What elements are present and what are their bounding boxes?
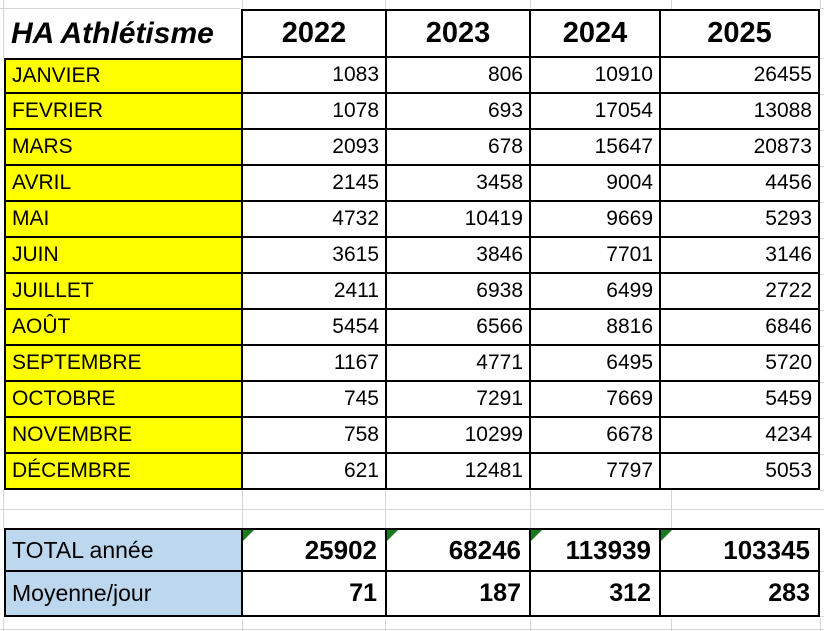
empty-cell[interactable]: [4, 510, 241, 528]
month-label-cell[interactable]: JANVIER: [4, 58, 241, 94]
value-cell[interactable]: 7701: [529, 238, 659, 274]
value-cell[interactable]: 10299: [385, 418, 529, 454]
cell-error-indicator-icon: [243, 530, 254, 541]
gridline: [0, 629, 824, 630]
total-value: 113939: [565, 534, 651, 565]
gridline: [530, 0, 531, 9]
value-cell[interactable]: 745: [241, 382, 385, 418]
gridline: [385, 490, 386, 528]
value-cell[interactable]: 758: [241, 418, 385, 454]
total-value: 68246: [448, 534, 521, 565]
month-label-cell[interactable]: AVRIL: [4, 166, 241, 202]
column-header-cell[interactable]: 2024: [529, 9, 659, 58]
value-cell[interactable]: 1167: [241, 346, 385, 382]
value-cell[interactable]: 9004: [529, 166, 659, 202]
empty-cell[interactable]: [241, 490, 385, 510]
gridline: [820, 571, 824, 572]
value-cell[interactable]: 6938: [385, 274, 529, 310]
gridline: [530, 490, 531, 528]
value-cell[interactable]: 621: [241, 454, 385, 490]
month-label-cell[interactable]: MARS: [4, 130, 241, 166]
month-label-cell[interactable]: DÉCEMBRE: [4, 454, 241, 490]
average-label-cell[interactable]: Moyenne/jour: [4, 572, 241, 617]
month-label-cell[interactable]: FEVRIER: [4, 94, 241, 130]
gridline: [385, 0, 386, 9]
empty-cell[interactable]: [241, 510, 385, 528]
month-label-cell[interactable]: NOVEMBRE: [4, 418, 241, 454]
data-table: [4, 9, 820, 617]
value-cell[interactable]: 6846: [659, 310, 820, 346]
value-cell[interactable]: 8816: [529, 310, 659, 346]
value-cell[interactable]: 3458: [385, 166, 529, 202]
value-cell[interactable]: 10419: [385, 202, 529, 238]
value-cell[interactable]: 7669: [529, 382, 659, 418]
average-value-cell[interactable]: 71: [241, 572, 385, 617]
column-header-cell[interactable]: 2023: [385, 9, 529, 58]
month-label-cell[interactable]: JUIN: [4, 238, 241, 274]
empty-cell[interactable]: [659, 510, 820, 528]
value-cell[interactable]: 3846: [385, 238, 529, 274]
empty-cell[interactable]: [4, 490, 241, 510]
value-cell[interactable]: 3146: [659, 238, 820, 274]
gridline: [242, 0, 243, 9]
value-cell[interactable]: 5053: [659, 454, 820, 490]
average-value-cell[interactable]: 283: [659, 572, 820, 617]
total-value-cell[interactable]: [529, 528, 659, 572]
value-cell[interactable]: 9669: [529, 202, 659, 238]
value-cell[interactable]: 7291: [385, 382, 529, 418]
gridline: [242, 490, 243, 528]
month-label-cell[interactable]: SEPTEMBRE: [4, 346, 241, 382]
value-cell[interactable]: 2411: [241, 274, 385, 310]
month-label-cell[interactable]: JUILLET: [4, 274, 241, 310]
cell-error-indicator-icon: [531, 530, 542, 541]
month-label-cell[interactable]: MAI: [4, 202, 241, 238]
cell-error-indicator-icon: [387, 530, 398, 541]
value-cell[interactable]: 12481: [385, 454, 529, 490]
value-cell[interactable]: 806: [385, 58, 529, 94]
value-cell[interactable]: 1083: [241, 58, 385, 94]
value-cell[interactable]: 4234: [659, 418, 820, 454]
value-cell[interactable]: 13088: [659, 94, 820, 130]
total-value: 25902: [304, 534, 377, 565]
value-cell[interactable]: 15647: [529, 130, 659, 166]
gridline: [820, 616, 824, 617]
value-cell[interactable]: 6495: [529, 346, 659, 382]
value-cell[interactable]: 26455: [659, 58, 820, 94]
gridline: [671, 490, 672, 528]
total-value: 103345: [723, 534, 810, 565]
average-value-cell[interactable]: 312: [529, 572, 659, 617]
total-value-cell[interactable]: [659, 528, 820, 572]
value-cell[interactable]: 2093: [241, 130, 385, 166]
value-cell[interactable]: 6566: [385, 310, 529, 346]
month-label-cell[interactable]: OCTOBRE: [4, 382, 241, 418]
column-header-cell[interactable]: 2022: [241, 9, 385, 58]
gridline: [3, 490, 4, 528]
value-cell[interactable]: 4456: [659, 166, 820, 202]
month-label-cell[interactable]: AOÛT: [4, 310, 241, 346]
gridline: [820, 58, 824, 492]
value-cell[interactable]: 5293: [659, 202, 820, 238]
average-value-cell[interactable]: 187: [385, 572, 529, 617]
gridline: [820, 509, 824, 510]
value-cell[interactable]: 17054: [529, 94, 659, 130]
value-cell[interactable]: 10910: [529, 58, 659, 94]
empty-cell[interactable]: [659, 490, 820, 510]
value-cell[interactable]: 5720: [659, 346, 820, 382]
value-cell[interactable]: 3615: [241, 238, 385, 274]
gridline: [820, 0, 821, 9]
value-cell[interactable]: 7797: [529, 454, 659, 490]
column-header-cell[interactable]: 2025: [659, 9, 820, 58]
table-title-cell[interactable]: HA Athlétisme: [11, 16, 214, 50]
value-cell[interactable]: 693: [385, 94, 529, 130]
gridline: [671, 0, 672, 9]
value-cell[interactable]: 5459: [659, 382, 820, 418]
value-cell[interactable]: 20873: [659, 130, 820, 166]
empty-cell[interactable]: [529, 490, 659, 510]
empty-cell[interactable]: [385, 510, 529, 528]
total-value-cell[interactable]: [241, 528, 385, 572]
cell-error-indicator-icon: [661, 530, 672, 541]
value-cell[interactable]: 4771: [385, 346, 529, 382]
value-cell[interactable]: 678: [385, 130, 529, 166]
value-cell[interactable]: 6499: [529, 274, 659, 310]
total-value-cell[interactable]: [385, 528, 529, 572]
empty-cell[interactable]: [385, 490, 529, 510]
empty-cell[interactable]: [529, 510, 659, 528]
value-cell[interactable]: 6678: [529, 418, 659, 454]
value-cell[interactable]: 5454: [241, 310, 385, 346]
total-label-cell[interactable]: TOTAL année: [4, 528, 241, 572]
value-cell[interactable]: 2145: [241, 166, 385, 202]
value-cell[interactable]: 2722: [659, 274, 820, 310]
value-cell[interactable]: 4732: [241, 202, 385, 238]
value-cell[interactable]: 1078: [241, 94, 385, 130]
